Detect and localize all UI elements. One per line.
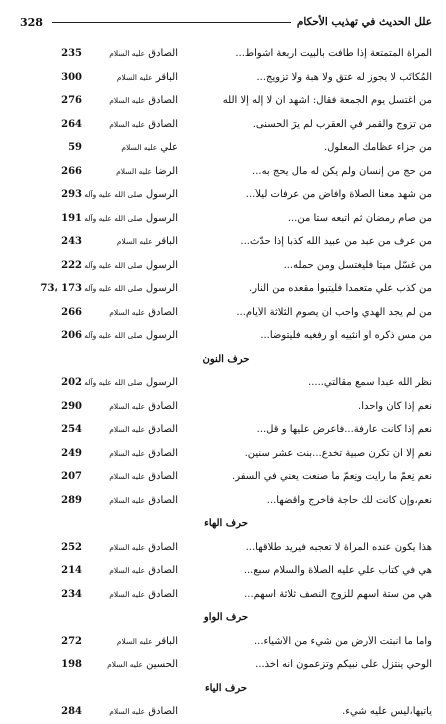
hadith-text: من جزاء عظامك المعلول.	[323, 142, 432, 154]
header-rule	[52, 22, 291, 23]
section-heading: حرف النون	[202, 353, 250, 365]
reference-number: 206	[61, 330, 82, 342]
index-entry	[20, 183, 432, 207]
narrator	[82, 636, 178, 647]
index-entry	[20, 89, 432, 113]
narrator-name: الرسول	[145, 189, 178, 201]
hadith-text: من غسّل ميتاً فليغتسل ومن حمله...	[283, 259, 432, 271]
narrator	[82, 48, 178, 59]
reference-number: 272	[61, 635, 82, 647]
narrator	[82, 260, 178, 271]
narrator-name: الصادق	[148, 424, 178, 436]
narrator	[82, 401, 178, 412]
hadith-text: هذا يكون عنده المرأة لا تعجبه فيريد طلاقها...	[245, 541, 432, 553]
reference-number: 207	[61, 471, 82, 483]
honorific-glyph: صلى الله عليه وآله	[84, 284, 143, 294]
hadith-text: من حج من إنسان ولم يكن له مال يحج به...	[252, 165, 432, 177]
reference-number: 289	[61, 494, 82, 506]
reference-number: 284	[61, 706, 82, 718]
reference-number: 252	[61, 541, 82, 553]
hadith-text: من شهد معنا الصلاة وأفاض من عرفات ليلاً...	[245, 189, 432, 201]
reference-number: 276	[61, 95, 82, 107]
narrator	[82, 236, 178, 247]
narrator	[82, 589, 178, 600]
narrator	[82, 377, 178, 388]
honorific-glyph: صلى الله عليه وآله	[84, 213, 143, 223]
hadith-text: هي من ستة أسهم للزوج النصف ثلاثة أسهم...	[244, 588, 432, 600]
reference-number: 222	[61, 259, 82, 271]
narrator	[82, 72, 178, 83]
index-entry	[20, 66, 432, 90]
hadith-text: من كذب علي متعمداً فليتبوأ مقعده من النار.	[249, 283, 432, 295]
reference-number: 59	[68, 142, 82, 154]
hadith-text: من مس ذكره أو أنثييه أو رفغيه فليتوضأ...	[260, 330, 432, 342]
narrator-name: الصادق	[148, 306, 178, 318]
hadith-text: يأتيها،ليس عليه شيء.	[342, 706, 432, 718]
hadith-text: من تزوج والقمر في العقرب لم يرَ الحسنى.	[252, 118, 432, 130]
hadith-text: من لم يجد الهدي وأحب أن يصوم الثلاثة الأيام...	[236, 306, 432, 318]
narrator	[82, 283, 178, 294]
narrator-name: الصادق	[148, 95, 178, 107]
index-entry	[20, 583, 432, 607]
reference-number: 264	[61, 118, 82, 130]
honorific-glyph: عليه السلام	[109, 472, 146, 482]
narrator	[82, 119, 178, 130]
reference-number: 266	[61, 306, 82, 318]
reference-number: 249	[61, 447, 82, 459]
honorific-glyph: عليه السلام	[109, 49, 146, 59]
narrator-name: الصادق	[148, 48, 178, 60]
page-number: 328	[20, 15, 43, 29]
index-entry	[20, 630, 432, 654]
reference-number: 235	[61, 48, 82, 60]
index-entry	[20, 418, 432, 442]
narrator-name: الصادق	[148, 588, 178, 600]
index-entry	[20, 42, 432, 66]
honorific-glyph: عليه السلام	[109, 448, 146, 458]
honorific-glyph: عليه السلام	[109, 307, 146, 317]
narrator	[82, 330, 178, 341]
reference-number: 293	[61, 189, 82, 201]
narrator-name: الباقر	[155, 71, 178, 83]
index-entry	[20, 700, 432, 724]
hadith-text: من اغتسل يوم الجمعة فقال: اشهد أن لا إله إلا الله	[222, 95, 432, 107]
section-heading: حرف الهاء	[204, 518, 248, 530]
honorific-glyph: عليه السلام	[109, 589, 146, 599]
index-entry	[20, 371, 432, 395]
reference-number: 290	[61, 400, 82, 412]
narrator	[82, 565, 178, 576]
honorific-glyph: عليه السلام	[109, 119, 146, 129]
narrator	[82, 189, 178, 200]
index-entry	[20, 324, 432, 348]
narrator-name: الباقر	[155, 635, 178, 647]
reference-number: 254	[61, 424, 82, 436]
honorific-glyph: عليه السلام	[109, 566, 146, 576]
index-entry	[20, 465, 432, 489]
reference-number: 300	[61, 71, 82, 83]
narrator-name: علي	[160, 142, 178, 154]
honorific-glyph: عليه السلام	[116, 237, 153, 247]
narrator-name: الرسول	[145, 283, 178, 295]
hadith-text: الوحي ينتزل على نبيكم وتزعمون انه اخذ...	[255, 659, 432, 671]
honorific-glyph: عليه السلام	[116, 636, 153, 646]
section-heading: حرف الياء	[204, 682, 248, 694]
narrator	[82, 166, 178, 177]
index-entry	[20, 395, 432, 419]
narrator-name: الرسول	[145, 212, 178, 224]
narrator-name: الصادق	[148, 494, 178, 506]
hadith-text: من عرف من عبد من عبيد الله كذباً إذا حدّث...	[240, 236, 432, 248]
index-entry	[20, 113, 432, 137]
honorific-glyph: صلى الله عليه وآله	[84, 378, 143, 388]
reference-number: 73، 173	[40, 283, 82, 295]
hadith-text: من صام رمضان ثم اتبعه ستاً من...	[287, 212, 432, 224]
narrator	[82, 307, 178, 318]
index-entry	[20, 442, 432, 466]
honorific-glyph: عليه السلام	[107, 660, 143, 670]
honorific-glyph: عليه السلام	[109, 425, 146, 435]
honorific-glyph: صلى الله عليه وآله	[84, 260, 143, 270]
hadith-text: نعم إلا أن تكرن صبية تخدع...بنت عشر سنين.	[244, 447, 432, 459]
narrator	[82, 495, 178, 506]
narrator	[82, 471, 178, 482]
index-entry	[20, 277, 432, 301]
reference-number: 266	[61, 165, 82, 177]
reference-number: 243	[61, 236, 82, 248]
reference-number: 214	[61, 565, 82, 577]
narrator-name: الصادق	[148, 541, 178, 553]
narrator	[82, 95, 178, 106]
hadith-text: نعم نِعمّ ما رأيت ونِعمّ ما صنعت يعني في السفر.	[232, 471, 432, 483]
narrator-name: الصادق	[148, 471, 178, 483]
narrator-name: الرسول	[145, 330, 178, 342]
index-entry	[20, 136, 432, 160]
honorific-glyph: عليه السلام	[109, 495, 146, 505]
honorific-glyph: عليه السلام	[109, 96, 146, 106]
hadith-text: نظر الله عبداً سمع مقالتي.....	[308, 377, 432, 389]
index-entry	[20, 536, 432, 560]
narrator	[82, 424, 178, 435]
hadith-text: المرأة المتمتعة إذا طافت بالبيت أربعة أشواط...	[235, 48, 432, 60]
honorific-glyph: عليه السلام	[109, 707, 146, 717]
index-entry	[20, 254, 432, 278]
honorific-glyph: عليه السلام	[121, 143, 158, 153]
narrator	[82, 213, 178, 224]
narrator-name: الباقر	[155, 236, 178, 248]
honorific-glyph: صلى الله عليه وآله	[84, 331, 143, 341]
running-title: علل الحديث في تهذيب الأحكام	[296, 16, 432, 28]
reference-number: 234	[61, 588, 82, 600]
section-heading: حرف الواو	[203, 612, 249, 624]
index-entry	[20, 653, 432, 677]
index-entry	[20, 207, 432, 231]
honorific-glyph: عليه السلام	[116, 72, 153, 82]
hadith-text: وأما ما انبتت الأرض من شيء من الأشياء...	[254, 635, 432, 647]
narrator-name: الصادق	[148, 447, 178, 459]
narrator-name: الصادق	[148, 706, 178, 718]
page-header	[20, 14, 432, 30]
narrator	[82, 659, 178, 670]
narrator-name: الصادق	[148, 118, 178, 130]
index-entry	[20, 160, 432, 184]
narrator-name: الرسول	[145, 259, 178, 271]
reference-number: 191	[61, 212, 82, 224]
honorific-glyph: عليه السلام	[109, 542, 146, 552]
index-entry	[20, 301, 432, 325]
narrator	[82, 448, 178, 459]
narrator-name: الصادق	[148, 400, 178, 412]
narrator-name: الحسين	[146, 659, 178, 671]
index-entry	[20, 489, 432, 513]
index-entry	[20, 230, 432, 254]
reference-number: 202	[61, 377, 82, 389]
narrator	[82, 542, 178, 553]
index-entry	[20, 559, 432, 583]
index-list	[20, 42, 432, 724]
reference-number: 198	[61, 659, 82, 671]
narrator	[82, 142, 178, 153]
narrator-name: الرضا	[155, 165, 178, 177]
honorific-glyph: عليه السلام	[116, 166, 152, 176]
honorific-glyph: عليه السلام	[109, 401, 146, 411]
hadith-text: نعم إذا كانت عارفة...فاعرض عليها و قل...	[256, 424, 432, 436]
hadith-text: نعم،وإن كانت لك حاجة فاخرج واقضها...	[266, 494, 432, 506]
hadith-text: هي في كتاب علي عليه الصلاة والسلام سبع...	[243, 565, 432, 577]
hadith-text: نعم إذا كان واحداً.	[358, 400, 432, 412]
honorific-glyph: صلى الله عليه وآله	[84, 190, 143, 200]
hadith-text: المُكاتَب لا يجوز له عتق ولا هبة ولا تزويج...	[256, 71, 432, 83]
narrator-name: الصادق	[148, 565, 178, 577]
narrator	[82, 706, 178, 717]
narrator-name: الرسول	[145, 377, 178, 389]
